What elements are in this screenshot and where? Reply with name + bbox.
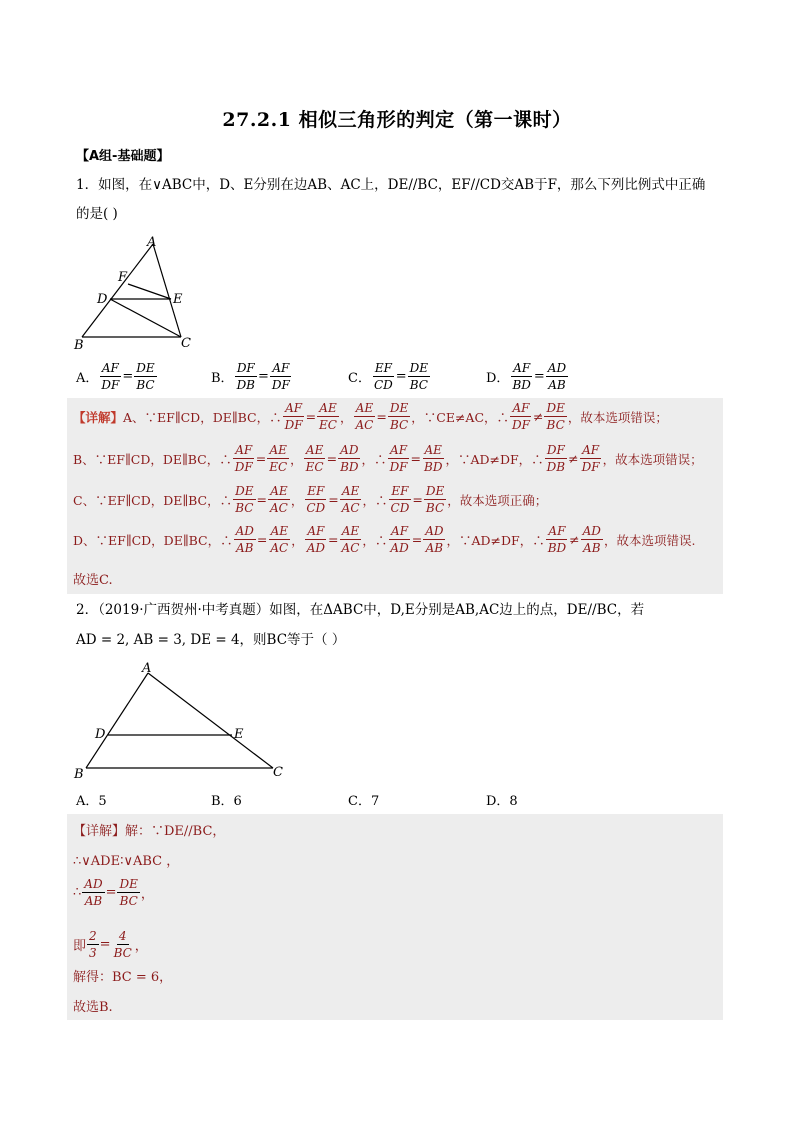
label-e: E [173, 292, 183, 307]
q2-solution-line6: 故选B. [73, 1000, 113, 1015]
option-c[interactable]: C．7 [348, 794, 380, 809]
q2-solution-line5: 解得：BC = 6， [73, 970, 173, 985]
segment-dc [110, 299, 181, 337]
q2-solution-line1: 【详解】解：∵DE//BC， [73, 824, 226, 839]
label-d: D [95, 727, 106, 742]
label-c: C [181, 336, 191, 351]
q1-stem-line1: 1．如图，在∨ABC中，D、E分别在边AB、AC上，DE//BC，EF//CD交AB于F，那么下列比例式中正确 [76, 177, 706, 193]
label-d: D [97, 292, 108, 307]
solution-row-d: D、∵EF∥CD，DE∥BC，∴ $\frac{AD}{AB}$ = $\frac{AE}{AC}$ ， $\frac{AF}{AD}$ = $\frac{AE}{AC}$ ，∴ $\frac{AF}{AD}$ = $\frac{AD}{AB}$ ，∵AD≠DF，∴ $\frac{AF}{BD}$ ≠ $\frac{AD}{AB}$ ，故本选项错误. [73, 524, 696, 555]
group-heading: 【A组-基础题】 [76, 149, 170, 164]
solution-conclusion: 故选C. [73, 573, 113, 588]
label-a: A [147, 235, 157, 250]
q2-solution-line2: ∴∨ADE∶∨ABC ， [73, 854, 180, 869]
label-b: B [74, 338, 84, 352]
label-e: E [234, 727, 244, 742]
label-a: A [142, 661, 152, 676]
q1-triangle-figure [70, 232, 200, 352]
side-ac [153, 244, 181, 337]
label-f: F [118, 270, 128, 285]
segment-fe [128, 284, 171, 299]
q2-triangle-figure [70, 658, 290, 783]
option-d[interactable]: D． $\frac{AF}{BD}$ = $\frac{AD}{AB}$ [486, 361, 567, 392]
label-c: C [273, 765, 283, 780]
side-ab [82, 244, 153, 337]
q1-solution-box [67, 398, 723, 594]
option-a[interactable]: A． $\frac{AF}{DF}$ = $\frac{DE}{BC}$ [76, 361, 155, 392]
solution-row-b: B、∵EF∥CD，DE∥BC，∴ $\frac{AF}{DF}$ = $\frac{AE}{EC}$ ， $\frac{AE}{EC}$ = $\frac{AD}{BD}$ ，∴ $\frac{AF}{DF}$ = $\frac{AE}{BD}$ ，∵AD≠DF，∴ $\frac{DF}{DB}$ ≠ $\frac{AF}{DF}$ ，故本选项错误； [73, 443, 703, 474]
solution-row-c: C、∵EF∥CD，DE∥BC，∴ $\frac{DE}{BC}$ = $\frac{AE}{AC}$ ， $\frac{EF}{CD}$ = $\frac{AE}{AC}$ ，∴ $\frac{EF}{CD}$ = $\frac{DE}{BC}$ ，故本选项正确； [73, 484, 548, 515]
q1-stem-line2: 的是( ) [76, 206, 118, 222]
q2-stem-line2: AD = 2, AB = 3, DE = 4，则BC等于（ ） [76, 632, 346, 648]
option-c[interactable]: C． $\frac{EF}{CD}$ = $\frac{DE}{BC}$ [348, 361, 429, 392]
side-ac [148, 673, 273, 768]
option-a[interactable]: A．5 [76, 794, 107, 809]
q1-options [76, 360, 636, 396]
solution-row-a: 【详解】 A、∵EF∥CD，DE∥BC，∴ $\frac{AF}{DF}$ = $\frac{AE}{EC}$ ， $\frac{AE}{AC}$ = $\frac{DE}{BC}$ ，∵CE≠AC，∴ $\frac{AF}{DF}$ ≠ $\frac{DE}{BC}$ ，故本选项错误； [73, 401, 668, 432]
option-d[interactable]: D．8 [486, 794, 518, 809]
q2-options [76, 790, 636, 810]
q2-solution-line4: 即 $\frac{2}{3}$ = $\frac{4}{BC}$ ， [73, 929, 148, 960]
page-title: 27.2.1 相似三角形的判定（第一课时） [222, 109, 572, 131]
side-ab [86, 673, 148, 768]
q2-solution-box [67, 814, 723, 1020]
option-b[interactable]: B． $\frac{DF}{DB}$ = $\frac{AF}{DF}$ [211, 361, 290, 392]
q2-solution-line3: ∴ $\frac{AD}{AB}$ = $\frac{DE}{BC}$ ， [73, 877, 154, 908]
q2-stem-line1: 2．（2019·广西贺州·中考真题）如图，在ΔABC中，D,E分别是AB,AC边上的点，DE//BC，若 [76, 602, 645, 618]
option-b[interactable]: B．6 [211, 794, 242, 809]
label-b: B [74, 767, 84, 782]
